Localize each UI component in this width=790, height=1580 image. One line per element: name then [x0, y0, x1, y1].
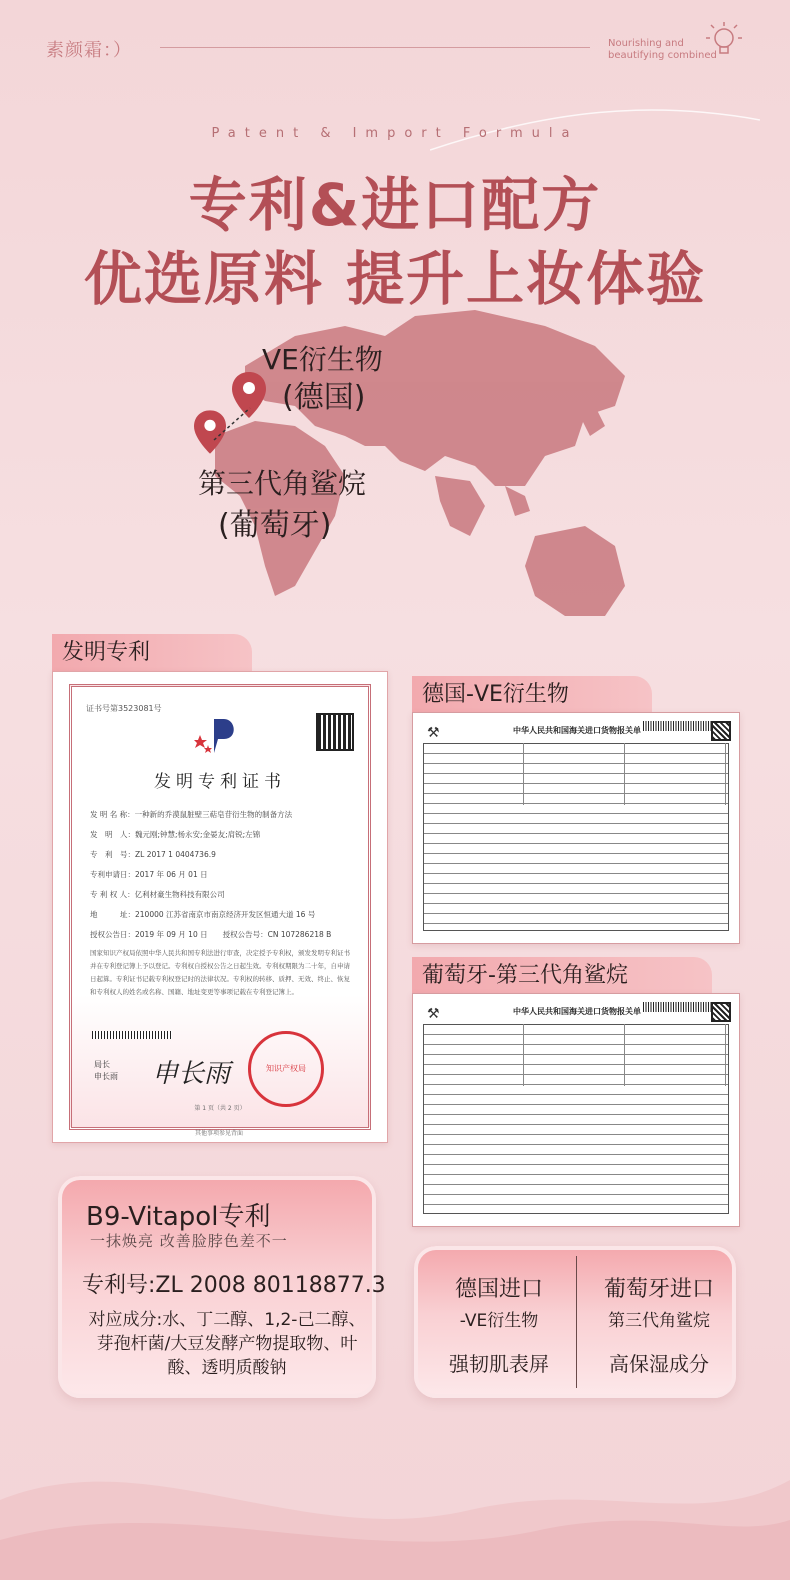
certificate-line: 发 明 名 称：一种新的乔漠鼠脏壁三萜皂苷衍生物的制备方法 [90, 810, 293, 819]
signer-title: 局长 [94, 1060, 110, 1069]
import-germany-sub: -VE衍生物 [459, 1311, 539, 1331]
header-slogan-line1: Nourishing and [608, 38, 684, 49]
qr-code-icon [316, 713, 354, 751]
certificate-line: 地 址：210000 江苏省南京市南京经济开发区恒通大道 16 号 [90, 910, 316, 919]
certificate-details [90, 805, 354, 945]
map-label-squalane: 第三代角鲨烷 [198, 467, 367, 500]
customs-declaration-ve [412, 712, 740, 944]
hero-subtitle-en: Patent & Import Formula [211, 126, 579, 141]
customs-table-columns [423, 743, 729, 805]
certificate-line: 发 明 人：魏元刚;钟慧;杨永安;金晏友;肩锐;左锦 [90, 830, 261, 839]
certificate-line: 专 利 权 人：亿利材豪生物科技有限公司 [90, 890, 225, 899]
certificate-page: 第 1 页（共 2 页） [194, 1105, 246, 1112]
qr-code-icon [711, 721, 731, 741]
patent-number: 专利号:ZL 2008 80118877.3 [82, 1273, 386, 1298]
patent-office-logo-icon [194, 715, 240, 755]
certificate-line: 专利申请日：2017 年 06 月 01 日 [90, 870, 208, 879]
patent-card-subtitle: 一抹焕亮 改善脸脖色差不一 [90, 1232, 288, 1250]
hero-title-line1: 专利&进口配方 [188, 171, 602, 239]
official-seal: 知识产权局 [248, 1031, 324, 1107]
header-slogan [608, 38, 717, 62]
certificate-footer: 其他事项参见背面 [194, 1130, 243, 1137]
section-tab-portugal: 葡萄牙-第三代角鲨烷 [412, 957, 712, 995]
section-tab-patent: 发明专利 [52, 634, 252, 672]
barcode-icon [643, 721, 711, 731]
patent-card-title: B9-Vitapol专利 [86, 1202, 271, 1232]
barcode-icon [92, 1031, 172, 1039]
barcode-icon [643, 1002, 711, 1012]
hero-title-line2: 优选原料 提升上妆体验 [83, 245, 707, 313]
certificate-line: 授权公告日：2019 年 09 月 10 日 授权公告号：CN 107286218 B [90, 930, 332, 939]
certificate-line: 专 利 号：ZL 2017 1 0404736.9 [90, 850, 216, 859]
customs-title: 中华人民共和国海关进口货物报关单 [513, 1007, 641, 1016]
customs-title: 中华人民共和国海关进口货物报关单 [513, 726, 641, 735]
decorative-wave [0, 1420, 790, 1580]
customs-table-columns [423, 1024, 729, 1086]
header-divider [160, 47, 590, 48]
lightbulb-icon [702, 18, 746, 62]
certificate-title: 发明专利证书 [154, 772, 286, 792]
customs-logo-icon: ⚒ [427, 1006, 440, 1022]
certificate-paragraph: 国家知识产权局依照中华人民共和国专利法进行审查，决定授予专利权，颁发发明专利证书并在专利登记簿上予以登记。专利权自授权公告之日起生效。专利权期限为二十年，自申请日起算。专利证书记载专利权登记时的法律状况。专利权的转移、质押、无效、终止、恢复和专利权人的姓名或名称、国籍、地址变更等事项记载在专利登记簿上。 [90, 949, 350, 996]
map-label-squalane-country: (葡萄牙) [218, 508, 332, 543]
certificate-number: 证书号第3523081号 [86, 704, 162, 713]
signer-name: 申长雨 [94, 1072, 118, 1081]
section-tab-ve: 德国-VE衍生物 [412, 676, 652, 714]
signature: 申长雨 [152, 1059, 231, 1089]
import-portugal-title: 葡萄牙进口 [603, 1277, 714, 1302]
map-label-ve: VE衍生物 [262, 343, 383, 376]
route-line [210, 404, 256, 444]
customs-logo-icon: ⚒ [427, 725, 440, 741]
import-germany-title: 德国进口 [454, 1277, 543, 1302]
patent-certificate [52, 671, 388, 1143]
import-portugal-benefit: 高保湿成分 [609, 1352, 709, 1376]
qr-code-icon [711, 1002, 731, 1022]
brand-tagline: 素颜霜：） [46, 40, 132, 61]
import-germany-benefit: 强韧肌表屏 [449, 1352, 549, 1376]
card-divider [576, 1256, 577, 1388]
certificate-signer [94, 1059, 118, 1083]
customs-declaration-portugal [412, 993, 740, 1227]
map-label-ve-country: (德国) [282, 380, 366, 415]
import-portugal-sub: 第三代角鲨烷 [608, 1311, 710, 1331]
header-slogan-line2: beautifying combined [608, 50, 717, 61]
patent-ingredients: 对应成分:水、丁二醇、1,2-己二醇、芽孢杆菌/大豆发酵产物提取物、叶酸、透明质酸钠 [88, 1310, 366, 1378]
